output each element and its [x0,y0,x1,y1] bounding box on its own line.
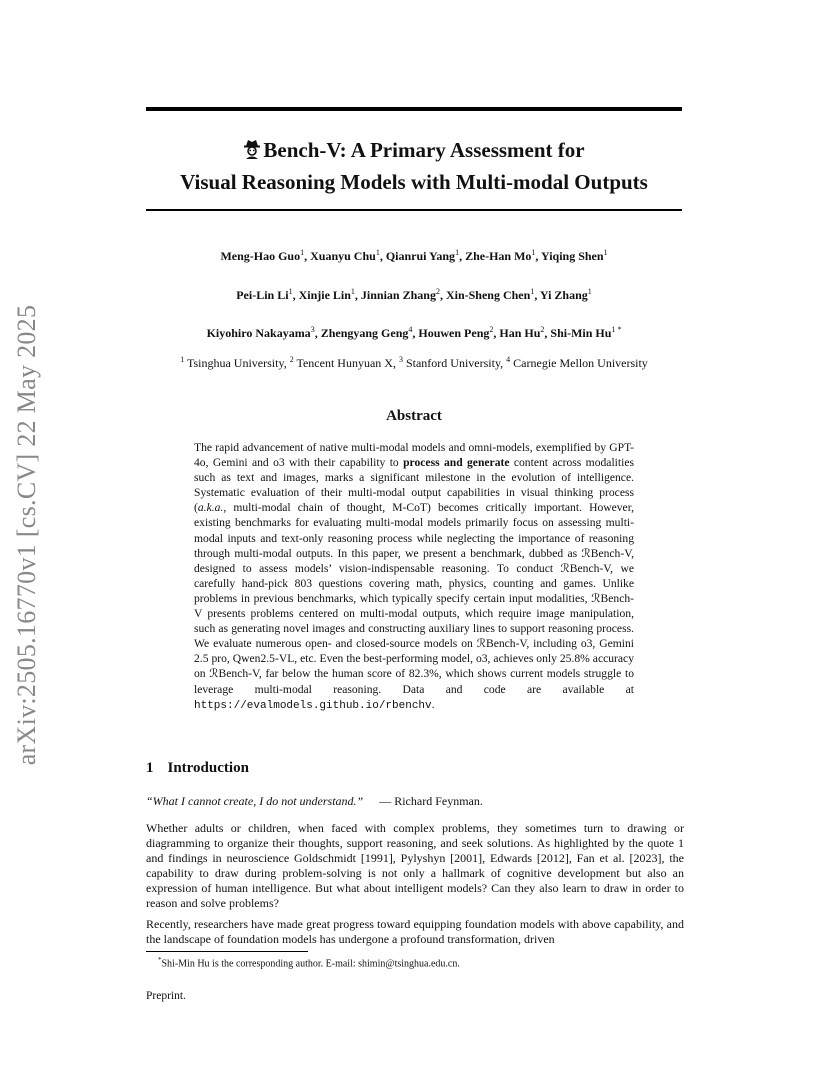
author-name: Shi-Min Hu [550,326,612,340]
arxiv-sidebar-stamp: arXiv:2505.16770v1 [cs.CV] 22 May 2025 [12,304,41,766]
section-number: 1 [146,760,154,776]
footnote-rule [146,951,308,952]
title-bottom-rule [146,209,682,211]
affiliations [120,355,708,371]
abstract-text [194,440,634,714]
title-line-2: Visual Reasoning Models with Multi-modal Outputs [180,170,648,194]
author-sup: 1 [531,248,536,257]
intro-paragraph-2: Recently, researchers have made great progress toward equipping foundation models with above capability, and the landscape of foundation models has undergone a profound transformation, driven [146,917,684,947]
author-name: Han Hu [499,326,541,340]
footnote-text: Shi-Min Hu is the corresponding author. E-mail: shimin@tsinghua.edu.cn. [161,958,460,970]
author-name: Jinnian Zhang [360,288,436,302]
author-name: Zhe-Han Mo [465,249,532,263]
author-name: Yiqing Shen [540,249,604,263]
abstract-bold: process and generate [403,456,510,470]
paper-title [146,135,682,197]
author-sup: 1 [350,287,355,296]
author-name: Xinjie Lin [298,288,351,302]
preprint-label: Preprint. [146,990,186,1002]
author-sup: 3 [310,325,315,334]
epigraph-quote [146,794,483,809]
intro-paragraph-1: Whether adults or children, when faced with complex problems, they sometimes turn to drawing or diagramming to organize their thoughts, support reasoning, and seek solutions. As highlighted by the quote 1 and findings in neuroscience Goldschmidt [1991], Pylyshyn [2001], Edwards [2012], Fan et al. [2023], the capability to draw during problem-solving is not only a hallmark of cognitive development but also an expression of human intelligence. But what about intelligent models? Can they also learn to draw in order to reason and solve problems? [146,821,684,911]
author-line-3: Kiyohiro Nakayama$^3$, Zhengyang Geng$^4$, Houwen Peng$^2$, Han Hu$^2$, Shi-Min $Hu^{1 *}$ [206,325,622,340]
affiliation: Tsinghua University, [186,356,287,370]
author-name: Meng-Hao Guo [220,249,301,263]
title-top-rule [146,107,682,111]
author-sup: 1 [587,287,592,296]
author-sup: 4 [408,325,413,334]
author-line-1: Meng-Hao Guo$^1$, Xuanyu Chu$^1$, Qianrui Yang$^1$, Zhe-Han Mo$^1$, Yiqing Shen$^1$ [220,248,608,263]
abstract-heading: Abstract [386,408,442,424]
author-sup: 1 [288,287,293,296]
section-heading [146,760,249,777]
author-name: Qianrui Yang [385,249,456,263]
affil-sup: 1 [180,355,185,364]
detective-icon [243,137,261,167]
abstract-part: , multi-modal chain of thought, M-CoT) becomes critically important. However, existing benchmarks for evaluating multi-modal models primarily focus on assessing multi-modal inputs and text-only reasoning process while neglecting the importance of reasoning through multi-modal outputs. In this paper, we present a benchmark, dubbed as ℛBench-V, designed to assess models’ vision-indispensable reasoning. To conduct ℛBench-V, we carefully hand-pick 803 questions covering math, physics, counting and games. Unlike problems in previous benchmarks, which typically specify certain input modalities, ℛBench-V presents problems centered on multi-modal outputs, which require image manipulation, such as generating novel images and constructing auxiliary lines to support reasoning process. We evaluate numerous open- and closed-source models on ℛBench-V, including o3, Gemini 2.5 pro, Qwen2.5-VL, etc. Even the best-performing model, o3, achieves only 25.8% accuracy on ℛBench-V, far below the human score of 82.3%, which shows current models struggle to leverage multi-modal reasoning. Data and code are available at [194,501,634,696]
author-sup: 1 [455,248,460,257]
footnote-mark: * [158,956,162,964]
title-line-1: Bench-V: A Primary Assessment for [263,138,585,162]
author-sup: 1 [375,248,380,257]
author-name: Yi Zhang [539,288,588,302]
footnote [158,956,460,969]
author-sup: 2 [435,287,440,296]
author-name: Zhengyang Geng [320,326,409,340]
code-url-link[interactable]: https://evalmodels.github.io/rbenchv [194,699,432,712]
author-name: Xin-Sheng Chen [445,288,531,302]
affil-sup: 4 [506,355,511,364]
abstract-part: content across modalities such as text and images, marks a significant milestone in the evolution of intelligence. Systematic evaluation of their multi-modal output capabilities in visual thinking process ( [194,456,634,515]
affil-sup: 2 [289,355,294,364]
author-sup: 1 * [611,325,622,334]
author-sup: 1 [300,248,305,257]
author-sup: 1 [603,248,608,257]
author-name: Houwen Peng [418,326,490,340]
author-name: Xuanyu Chu [310,249,376,263]
abstract-part: The rapid advancement of native multi-modal models and omni-models, exemplified by GPT-4o, Gemini and o3 with their capability to [194,441,634,470]
quote-attribution: — Richard Feynman. [379,794,483,808]
abstract-part: . [431,697,435,711]
author-name: Pei-Lin Li [236,288,289,302]
author-sup: 1 [530,287,535,296]
author-name: Kiyohiro Nakayama [206,326,311,340]
affiliation: Stanford University, [405,356,504,370]
author-sup: 2 [540,325,545,334]
affiliation: Tencent Hunyuan X, [296,356,396,370]
abstract-italic: a.k.a. [197,501,224,515]
author-line-2: Pei-Lin Li$^1$, Xinjie Lin$^1$, Jinnian Zhang$^2$, Xin-Sheng Chen$^1$, Yi Zhang$^1$ [236,287,592,302]
affiliation: Carnegie Mellon University [513,356,648,370]
quote-text: “What I cannot create, I do not understand.” [146,794,364,808]
affil-sup: 3 [398,355,403,364]
section-title: Introduction [167,760,249,776]
author-sup: 2 [489,325,494,334]
